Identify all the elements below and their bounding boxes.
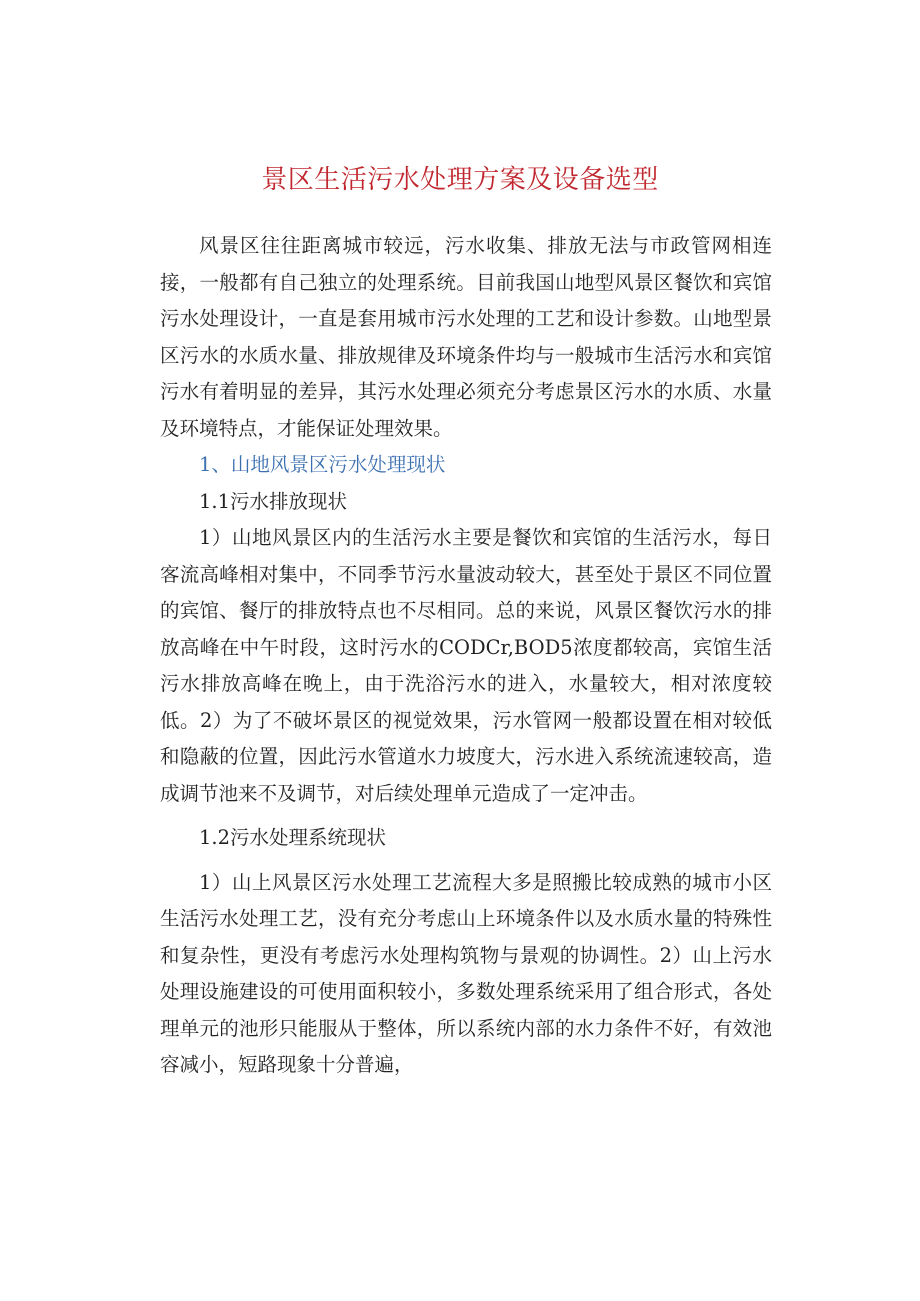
paragraph-gap — [160, 857, 772, 865]
intro-paragraph: 风景区往往距离城市较远，污水收集、排放无法与市政管网相连接，一般都有自己独立的处理系统。目前我国山地型风景区餐饮和宾馆污水处理设计，一直是套用城市污水处理的工艺和设计参数。山地型景区污水的水质水量、排放规律及环境条件均与一般城市生活污水和宾馆污水有着明显的差异，其污水处理必须充分考虑景区污水的水质、水量及环境特点，才能保证处理效果。 — [160, 234, 772, 440]
paragraph-gap — [160, 812, 772, 820]
section-1-heading: 1、山地风景区污水处理现状 — [199, 453, 446, 476]
section-1-1-paragraph: 1）山地风景区内的生活污水主要是餐饮和宾馆的生活污水，每日客流高峰相对集中，不同季节污水量波动较大，甚至处于景区不同位置的宾馆、餐厅的排放特点也不尽相同。总的来说，风景区餐饮污水的排放高峰在中午时段，这时污水的CODCr,BOD5浓度都较高，宾馆生活污水排放高峰在晚上，由于洗浴污水的进入，水量较大，相对浓度较低。2）为了不破坏景区的视觉效果，污水管网一般都设置在相对较低和隐蔽的位置，因此污水管道水力坡度大，污水进入系统流速较高，造成调节池来不及调节，对后续处理单元造成了一定冲击。 — [160, 526, 772, 805]
section-1-2-heading: 1.2污水处理系统现状 — [199, 826, 387, 849]
section-1-1-heading: 1.1污水排放现状 — [199, 489, 348, 513]
document-body — [160, 228, 772, 1084]
document-title: 景区生活污水处理方案及设备选型 — [261, 165, 659, 195]
section-1-2-paragraph: 1）山上风景区污水处理工艺流程大多是照搬比较成熟的城市小区生活污水处理工艺，没有充分考虑山上环境条件以及水质水量的特殊性和复杂性，更没有考虑污水处理构筑物与景观的协调性。2）山上污水处理设施建设的可使用面积较小，多数处理系统采用了组合形式，各处理单元的池形只能服从于整体，所以系统内部的水力条件不好，有效池容减小，短路现象十分普遍， — [160, 870, 772, 1076]
